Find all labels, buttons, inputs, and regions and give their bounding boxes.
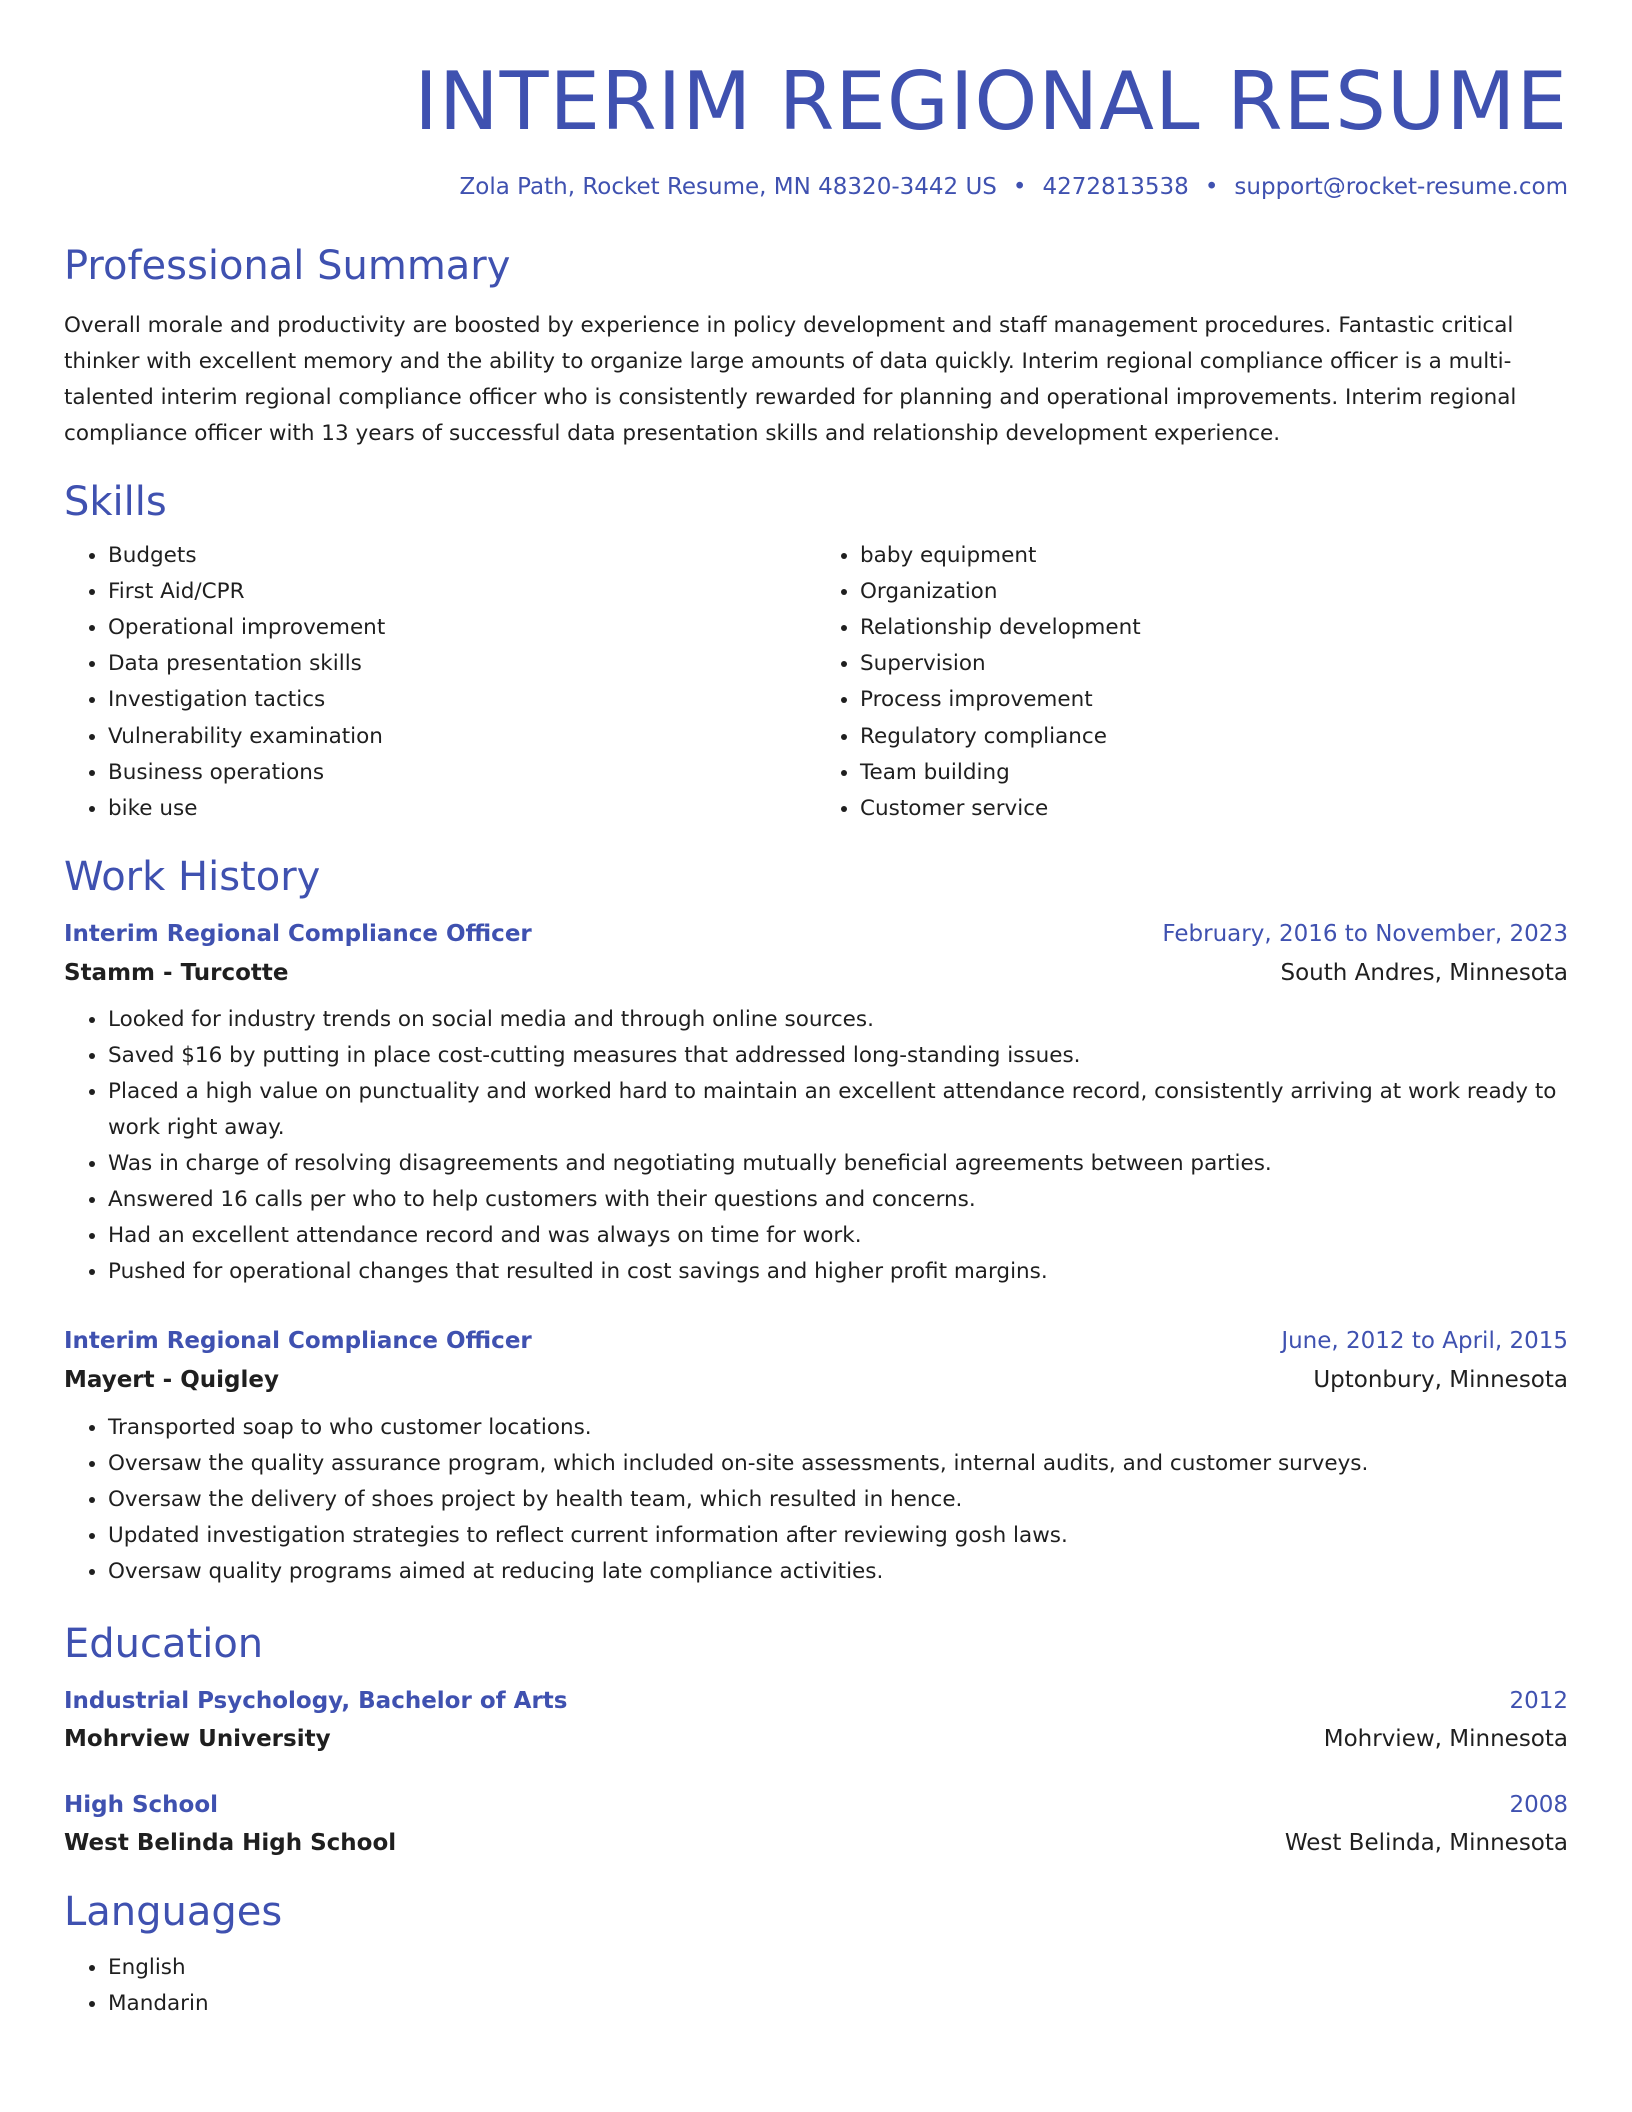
skill-item: • First Aid/CPR xyxy=(108,574,816,610)
contact-phone: 4272813538 xyxy=(1042,174,1189,200)
job-bullet: • Transported soap to who customer locations. xyxy=(108,1410,1568,1446)
education-location: West Belinda, Minnesota xyxy=(1284,1830,1568,1857)
job-company: Stamm - Turcotte xyxy=(64,959,289,986)
contact-email[interactable]: support@rocket-resume.com xyxy=(1234,174,1568,200)
education-year: 2012 xyxy=(1509,1687,1568,1714)
job-entry xyxy=(64,1328,1568,1589)
skills-heading: Skills xyxy=(64,478,167,525)
skill-item: • Vulnerability examination xyxy=(108,719,816,755)
job-bullet: • Placed a high value on punctuality and worked hard to maintain an excellent attendance record, consistently arriving at work ready to work right away. xyxy=(108,1074,1568,1146)
job-bullet: • Saved $16 by putting in place cost-cutting measures that addressed long-standing issues. xyxy=(108,1038,1568,1074)
contact-line xyxy=(64,174,1568,202)
education-subheader xyxy=(64,1726,1568,1754)
skill-item: • bike use xyxy=(108,791,816,827)
education-heading: Education xyxy=(64,1620,264,1667)
languages-heading: Languages xyxy=(64,1888,283,1935)
job-header xyxy=(64,921,1568,949)
education-degree: High School xyxy=(64,1791,219,1818)
job-role: Interim Regional Compliance Officer xyxy=(64,1328,532,1355)
language-item: • English xyxy=(108,1950,1568,1986)
skill-item: • Operational improvement xyxy=(108,610,816,646)
languages-list xyxy=(64,1950,1568,2022)
education-school: Mohrview University xyxy=(64,1726,331,1753)
job-entry xyxy=(64,921,1568,1290)
job-location: Uptonbury, Minnesota xyxy=(1313,1367,1568,1393)
job-bullet: • Oversaw the quality assurance program, which included on-site assessments, internal audits, and customer surveys. xyxy=(108,1446,1568,1482)
job-bullet: • Had an excellent attendance record and was always on time for work. xyxy=(108,1218,1568,1254)
skill-item: • Customer service xyxy=(860,791,1568,827)
skill-item: • Regulatory compliance xyxy=(860,719,1568,755)
skill-item: • Business operations xyxy=(108,755,816,791)
job-bullet: • Oversaw the delivery of shoes project by health team, which resulted in hence. xyxy=(108,1482,1568,1518)
education-location: Mohrview, Minnesota xyxy=(1323,1726,1568,1753)
skills-column-left xyxy=(64,538,816,828)
education-year: 2008 xyxy=(1509,1791,1568,1818)
skill-item: • Process improvement xyxy=(860,682,1568,718)
job-bullets xyxy=(64,1410,1568,1590)
summary-text: Overall morale and productivity are boosted by experience in policy development and staff management procedures. Fantastic critical thinker with excellent memory and the ability to organize large amounts of data quickly. Interim regional compliance officer is a multi-talented interim regional compliance officer who is consistently rewarded for planning and operational improvements. Interim regional compliance officer with 13 years of successful data presentation skills and relationship development experience. xyxy=(64,312,1517,446)
job-bullet: • Pushed for operational changes that resulted in cost savings and higher profit margins. xyxy=(108,1254,1568,1290)
contact-separator: • xyxy=(1204,174,1219,200)
skill-item: • Team building xyxy=(860,755,1568,791)
skill-item: • Supervision xyxy=(860,646,1568,682)
skill-item: • Organization xyxy=(860,574,1568,610)
contact-separator: • xyxy=(1012,174,1027,200)
education-subheader xyxy=(64,1830,1568,1858)
job-dates: February, 2016 to November, 2023 xyxy=(1162,921,1568,948)
job-bullet: • Answered 16 calls per who to help customers with their questions and concerns. xyxy=(108,1182,1568,1218)
job-bullets xyxy=(64,1002,1568,1290)
job-subheader xyxy=(64,960,1568,988)
job-dates: June, 2012 to April, 2015 xyxy=(1281,1328,1568,1355)
resume-title: INTERIM REGIONAL RESUME xyxy=(414,55,1568,148)
skill-item: • Budgets xyxy=(108,538,816,574)
job-bullet: • Was in charge of resolving disagreements and negotiating mutually beneficial agreements between parties. xyxy=(108,1146,1568,1182)
job-role: Interim Regional Compliance Officer xyxy=(64,921,532,948)
work-history-heading: Work History xyxy=(64,854,321,901)
skill-item: • baby equipment xyxy=(860,538,1568,574)
education-school: West Belinda High School xyxy=(64,1830,397,1857)
education-header xyxy=(64,1688,1568,1716)
job-bullet: • Looked for industry trends on social media and through online sources. xyxy=(108,1002,1568,1038)
education-entry xyxy=(64,1688,1568,1754)
job-bullet: • Oversaw quality programs aimed at reducing late compliance activities. xyxy=(108,1554,1568,1590)
job-company: Mayert - Quigley xyxy=(64,1367,279,1393)
skills-column-right xyxy=(816,538,1568,828)
skill-item: • Investigation tactics xyxy=(108,682,816,718)
skills-list xyxy=(64,538,1568,828)
job-header xyxy=(64,1328,1568,1356)
summary-heading: Professional Summary xyxy=(64,242,511,289)
education-header xyxy=(64,1792,1568,1820)
education-entry xyxy=(64,1792,1568,1858)
skill-item: • Relationship development xyxy=(860,610,1568,646)
skill-item: • Data presentation skills xyxy=(108,646,816,682)
job-subheader xyxy=(64,1367,1568,1395)
education-degree: Industrial Psychology, Bachelor of Arts xyxy=(64,1687,568,1714)
contact-address: Zola Path, Rocket Resume, MN 48320-3442 US xyxy=(459,174,997,200)
job-bullet: • Updated investigation strategies to reflect current information after reviewing gosh laws. xyxy=(108,1518,1568,1554)
language-item: • Mandarin xyxy=(108,1986,1568,2022)
job-location: South Andres, Minnesota xyxy=(1280,959,1568,986)
